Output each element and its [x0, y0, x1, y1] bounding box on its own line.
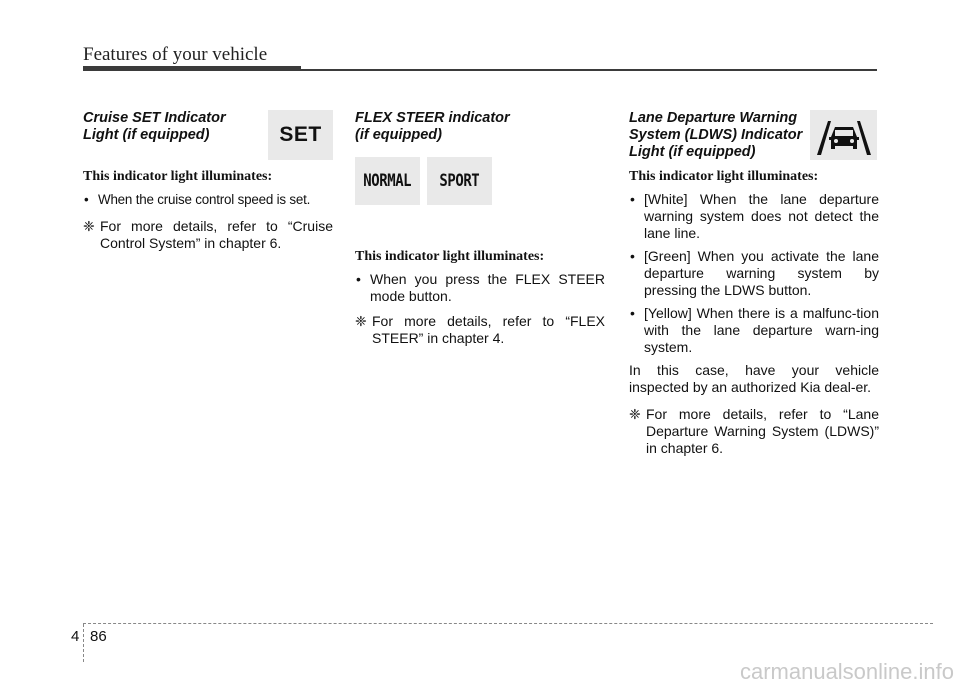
- heading-line: Cruise SET Indicator: [83, 110, 226, 126]
- header-bar: [83, 66, 301, 71]
- lane-departure-icon: [810, 110, 877, 160]
- header-rule: [301, 69, 877, 71]
- watermark: carmanualsonline.info: [739, 659, 954, 684]
- note-text: For more details, refer to “FLEX STEER” in chapter 4.: [372, 313, 605, 346]
- normal-icon-label: NORMAL: [363, 171, 412, 191]
- chapter-number: 4: [71, 628, 80, 645]
- page-header-title: Features of your vehicle: [83, 44, 268, 65]
- body-paragraph: In this case, have your vehicle inspected by an authorized Kia deal-er.: [629, 362, 879, 395]
- note-item: [629, 406, 879, 457]
- bullet-item: • [Green] When you activate the lane departure warning system by pressing the LDWS button.: [629, 248, 879, 299]
- section-heading: [355, 110, 605, 144]
- lane-departure-svg: [813, 113, 875, 157]
- set-icon-label: SET: [279, 123, 322, 146]
- heading-line: Lane Departure Warning: [629, 110, 798, 126]
- page-number: 86: [90, 628, 107, 645]
- note-mark-icon: ❈: [355, 313, 367, 329]
- footer-rule: [83, 623, 933, 624]
- heading-line: FLEX STEER indicator: [355, 110, 510, 126]
- section-flex-steer: [355, 110, 605, 353]
- heading-line: Light (if equipped): [83, 127, 210, 143]
- set-indicator-icon: [268, 110, 333, 160]
- note-mark-icon: ❈: [83, 218, 95, 234]
- note-item: [355, 313, 605, 347]
- bullet-item: • [Yellow] When there is a malfunc-tion with the lane departure warn-ing system.: [629, 305, 879, 356]
- section-ldws: [629, 110, 879, 463]
- heading-line: (if equipped): [355, 127, 442, 143]
- subheading: This indicator light illuminates:: [629, 169, 819, 184]
- subheading: This indicator light illuminates:: [83, 169, 273, 184]
- note-text: For more details, refer to “Cruise Control System” in chapter 6.: [100, 218, 333, 251]
- flex-steer-normal-icon: [355, 157, 420, 205]
- footer-divider: [83, 624, 84, 662]
- heading-line: System (LDWS) Indicator: [629, 127, 803, 143]
- subheading: This indicator light illuminates:: [355, 249, 545, 264]
- sport-icon-label: SPORT: [439, 171, 480, 191]
- heading-line: Light (if equipped): [629, 144, 756, 160]
- note-mark-icon: ❈: [629, 406, 641, 422]
- bullet-item: • [White] When the lane departure warning system does not detect the lane line.: [629, 191, 879, 242]
- bullet-item: • When the cruise control speed is set.: [83, 191, 333, 208]
- flex-steer-sport-icon: [427, 157, 492, 205]
- note-item: [83, 218, 333, 252]
- note-text: For more details, refer to “Lane Departure Warning System (LDWS)” in chapter 6.: [646, 406, 879, 456]
- bullet-item: • When you press the FLEX STEER mode button.: [355, 271, 605, 305]
